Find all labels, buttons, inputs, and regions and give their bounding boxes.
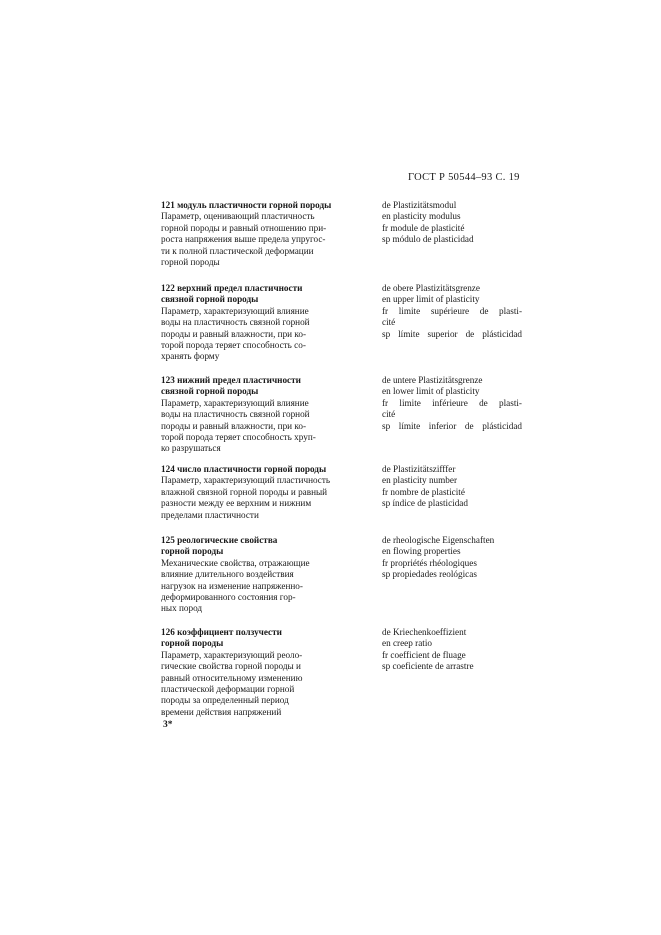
equivalent-de: de Kriechenkoeffizient — [382, 627, 467, 637]
term-definition: Параметр, характеризующий пластичность влажной связной горной породы и равный разности между ее верхним и нижним пределами пластичности — [161, 475, 331, 520]
russian-column — [161, 375, 351, 455]
foreign-equivalents — [382, 627, 522, 673]
term-definition: Параметр, характеризующий реоло- гические свойства горной породы и равный относительному изменению пластической деформации горной породы за определенный период времени действия напряжений — [161, 649, 303, 717]
equivalent-sp: sp propiedades reológicas — [382, 569, 477, 580]
equivalent-fr: fr coefficient de fluage — [382, 649, 466, 660]
foreign-equivalents — [382, 535, 522, 581]
term-definition: Параметр, оценивающий пластичность горной породы и равный отношению при- роста напряжения выше предела упругос- ти к полной пластической деформации горной породы — [161, 211, 327, 268]
equivalent-sp: sp módulo de plasticidad — [382, 234, 474, 245]
equivalent-de: de Plastizitätszifffer — [382, 464, 456, 474]
equivalent-sp: sp coeficiente de arrastre — [382, 661, 474, 672]
equivalent-fr: fr module de plasticité — [382, 222, 465, 233]
term-title: 123 нижний предел пластичности связной горной породы — [161, 375, 301, 397]
equivalent-fr-continued: cité — [382, 317, 396, 328]
foreign-equivalents — [382, 200, 522, 246]
foreign-equivalents — [382, 283, 522, 340]
term-title: 122 верхний предел пластичности связной горной породы — [161, 283, 303, 305]
equivalent-fr: fr propriétés rhéologiques — [382, 557, 477, 568]
term-title: 121 модуль пластичности горной породы — [161, 200, 332, 210]
equivalent-fr-continued: cité — [382, 409, 396, 420]
equivalent-fr: fr nombre de plasticité — [382, 486, 465, 497]
term-title: 126 коэффициент ползучести горной породы — [161, 627, 282, 649]
equivalent-sp: sp índice de plasticidad — [382, 498, 468, 509]
term-definition: Параметр, характеризующий влияние воды на пластичность связной горной породы и равный влажности, при ко- торой порода теряет способность со- хранять форму — [161, 305, 310, 362]
equivalent-en: en lower limit of plasticity — [382, 386, 480, 397]
equivalent-en: en flowing properties — [382, 546, 461, 557]
page-header: ГОСТ Р 50544–93 С. 19 — [408, 172, 520, 183]
equivalent-fr: fr limite supérieure de plasti- — [382, 305, 522, 316]
equivalent-fr: fr limite inférieure de plasti- — [382, 397, 522, 408]
equivalent-de: de Plastizitätsmodul — [382, 200, 457, 210]
equivalent-de: de obere Plastizitätsgrenze — [382, 283, 480, 293]
russian-column — [161, 464, 351, 521]
equivalent-en: en plasticity number — [382, 475, 458, 486]
signature-mark: 3* — [163, 720, 173, 730]
term-title: 124 число пластичности горной породы — [161, 464, 327, 474]
term-definition: Механические свойства, отражающие влияние длительного воздействия нагрузок на изменение напряженно- деформированного состояния гор- ных пород — [161, 557, 310, 614]
foreign-equivalents — [382, 375, 522, 432]
russian-column — [161, 627, 351, 718]
term-definition: Параметр, характеризующий влияние воды на пластичность связной горной породы и равный влажности, при ко- торой порода теряет способность хруп- ко разрушаться — [161, 397, 316, 454]
russian-column — [161, 283, 351, 363]
equivalent-en: en creep ratio — [382, 638, 432, 649]
foreign-equivalents — [382, 464, 522, 510]
russian-column — [161, 535, 351, 615]
equivalent-en: en upper limit of plasticity — [382, 294, 480, 305]
equivalent-sp: sp límite inferior de plásticidad — [382, 420, 522, 431]
equivalent-sp: sp límite superior de plásticidad — [382, 328, 522, 339]
equivalent-de: de rheologische Eigenschaften — [382, 535, 495, 545]
equivalent-de: de untere Plastizitätsgrenze — [382, 375, 483, 385]
russian-column — [161, 200, 351, 268]
term-title: 125 реологические свойства горной породы — [161, 535, 278, 557]
equivalent-en: en plasticity modulus — [382, 211, 461, 222]
